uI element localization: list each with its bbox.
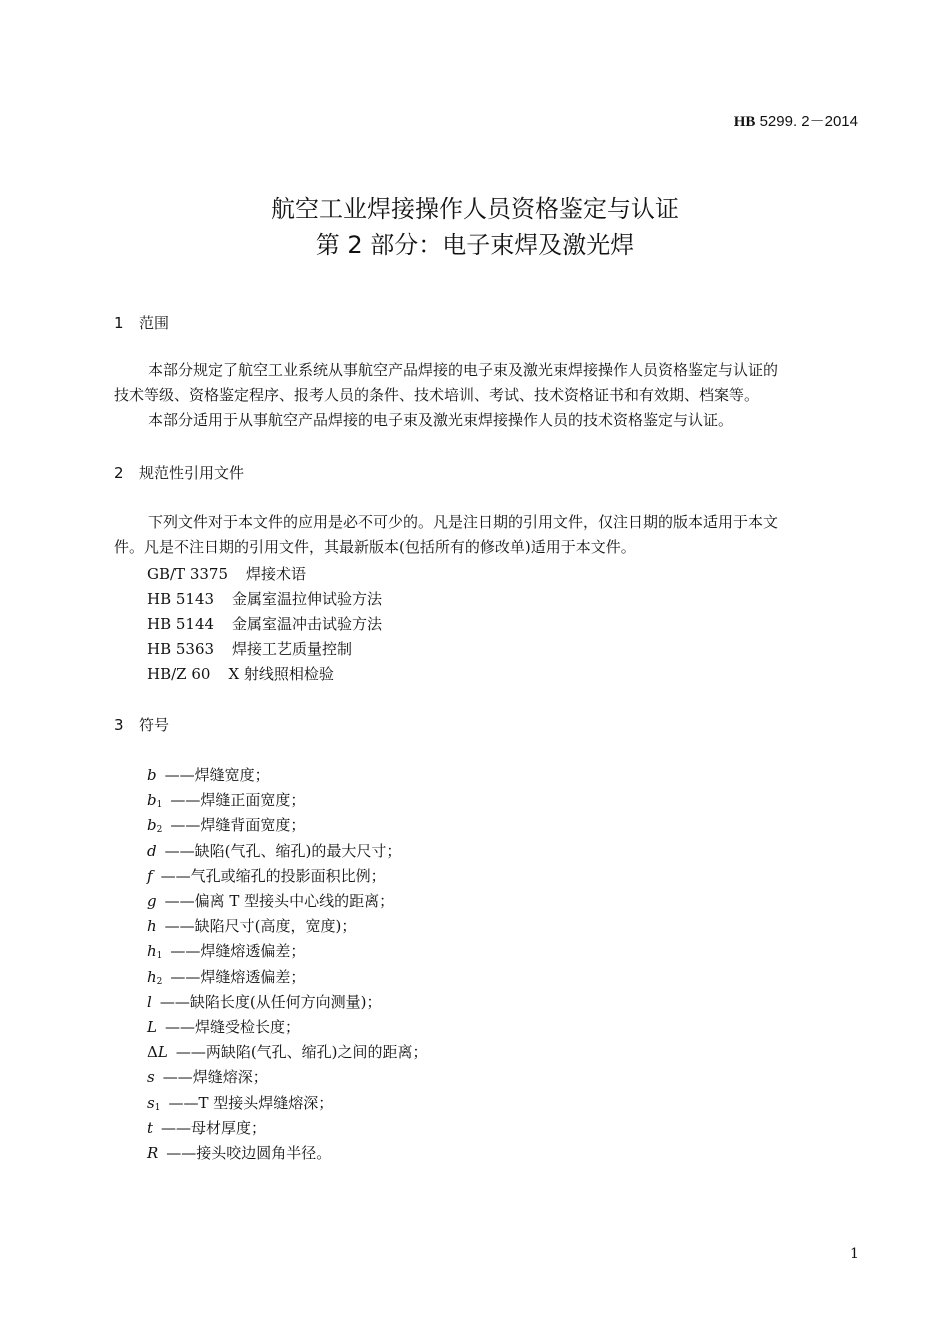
symbol-subscript: 2 (156, 977, 163, 987)
symbol-letter: L (147, 1018, 157, 1036)
symbol-letter: t (147, 1119, 154, 1137)
reference-title: 金属室温拉伸试验方法 (232, 590, 383, 608)
paragraph-line: 件。凡是不注日期的引用文件，其最新版本(包括所有的修改单)适用于本文件。 (114, 538, 636, 556)
symbol-item (147, 890, 394, 911)
reference-title: X 射线照相检验 (228, 665, 334, 683)
symbol-description: ——焊缝背面宽度； (170, 816, 306, 834)
reference-item (147, 663, 334, 684)
symbol-letter: f (147, 867, 153, 885)
symbol-item (147, 789, 305, 810)
symbol-description: ——焊缝宽度； (164, 766, 270, 784)
section-title: 范围 (139, 314, 170, 332)
symbol-description: ——偏离 T 型接头中心线的距离； (164, 892, 395, 910)
symbol-letter: s (147, 1068, 155, 1086)
symbol-letter: g (147, 892, 157, 910)
symbol-description: ——缺陷尺寸(高度，宽度)； (164, 917, 357, 935)
reference-title: 焊接术语 (246, 565, 307, 583)
symbol-item (147, 966, 305, 987)
section-title: 规范性引用文件 (139, 464, 245, 482)
symbol-item (147, 1041, 428, 1062)
reference-code: HB 5363 (147, 640, 215, 658)
reference-code: GB/T 3375 (147, 565, 229, 583)
symbol-letter: s (147, 1094, 155, 1112)
symbol-description: ——T 型接头焊缝熔深； (168, 1094, 334, 1112)
symbol-description: ——焊缝熔透偏差； (170, 942, 306, 960)
symbol-item (147, 1117, 266, 1138)
document-subtitle: 第 2 部分：电子束焊及激光焊 (315, 231, 635, 259)
symbol-subscript: 1 (154, 1103, 161, 1113)
reference-item (147, 563, 306, 584)
standard-code-number: 5299. 2－2014 (755, 113, 858, 130)
symbol-item (147, 1016, 300, 1037)
symbol-letter: b (147, 816, 157, 834)
standard-code (734, 110, 858, 131)
paragraph-line: 本部分适用于从事航空产品焊接的电子束及激光束焊接操作人员的技术资格鉴定与认证。 (148, 411, 734, 429)
section-number: 2 (114, 464, 124, 482)
symbol-item (147, 840, 401, 861)
section-title: 符号 (139, 716, 170, 734)
symbol-letter: l (147, 993, 152, 1011)
symbol-item (147, 915, 356, 936)
reference-code: HB 5143 (147, 590, 215, 608)
symbol-description: ——缺陷(气孔、缩孔)的最大尺寸； (164, 842, 402, 860)
symbol-letter: b (147, 766, 157, 784)
paragraph-line: 下列文件对于本文件的应用是必不可少的。凡是注日期的引用文件，仅注日期的版本适用于本文 (148, 513, 779, 531)
symbol-item (147, 865, 386, 886)
symbol-description: ——接头咬边圆角半径。 (166, 1144, 332, 1162)
symbol-item (147, 940, 305, 961)
section-number: 1 (114, 314, 124, 332)
document-title: 航空工业焊接操作人员资格鉴定与认证 (271, 195, 679, 223)
symbol-description: ——两缺陷(气孔、缩孔)之间的距离； (175, 1043, 428, 1061)
symbol-prefix: Δ (147, 1043, 158, 1061)
symbol-description: ——焊缝熔透偏差； (170, 968, 306, 986)
symbol-item (147, 1066, 268, 1087)
symbol-description: ——焊缝熔深； (162, 1068, 268, 1086)
references-intro-paragraph (114, 510, 860, 560)
reference-code: HB/Z 60 (147, 665, 211, 683)
reference-title: 金属室温冲击试验方法 (232, 615, 383, 633)
page-number: 1 (850, 1246, 859, 1262)
paragraph-line: 本部分规定了航空工业系统从事航空产品焊接的电子束及激光束焊接操作人员资格鉴定与认证的 (148, 361, 779, 379)
symbol-letter: h (147, 942, 157, 960)
reference-item (147, 588, 382, 609)
reference-title: 焊接工艺质量控制 (232, 640, 353, 658)
symbol-item (147, 1092, 333, 1113)
section-heading-scope (114, 312, 169, 333)
standard-code-prefix: HB (733, 114, 756, 130)
symbol-item (147, 764, 270, 785)
symbol-letter: R (147, 1144, 159, 1162)
reference-item (147, 613, 382, 634)
reference-item (147, 638, 352, 659)
symbol-letter: h (147, 968, 157, 986)
section-heading-symbols (114, 714, 169, 735)
paragraph-line: 技术等级、资格鉴定程序、报考人员的条件、技术培训、考试、技术资格证书和有效期、档案等。 (114, 386, 760, 404)
reference-code: HB 5144 (147, 615, 215, 633)
symbol-description: ——气孔或缩孔的投影面积比例； (160, 867, 386, 885)
symbol-letter: h (147, 917, 157, 935)
section-heading-normative-references (114, 462, 244, 483)
symbol-description: ——焊缝正面宽度； (170, 791, 306, 809)
symbol-letter: b (147, 791, 157, 809)
symbol-subscript: 1 (156, 951, 163, 961)
symbol-item (147, 1142, 331, 1163)
symbol-letter: L (157, 1043, 168, 1061)
symbol-subscript: 2 (156, 825, 163, 835)
symbol-description: ——母材厚度； (161, 1119, 267, 1137)
scope-paragraph-1 (114, 358, 860, 408)
scope-paragraph-2 (114, 408, 860, 433)
symbol-subscript: 1 (156, 800, 163, 810)
symbol-description: ——焊缝受检长度； (164, 1018, 300, 1036)
symbol-item (147, 991, 382, 1012)
symbol-item (147, 814, 305, 835)
symbol-description: ——缺陷长度(从任何方向测量)； (159, 993, 382, 1011)
section-number: 3 (114, 716, 124, 734)
symbol-letter: d (147, 842, 157, 860)
